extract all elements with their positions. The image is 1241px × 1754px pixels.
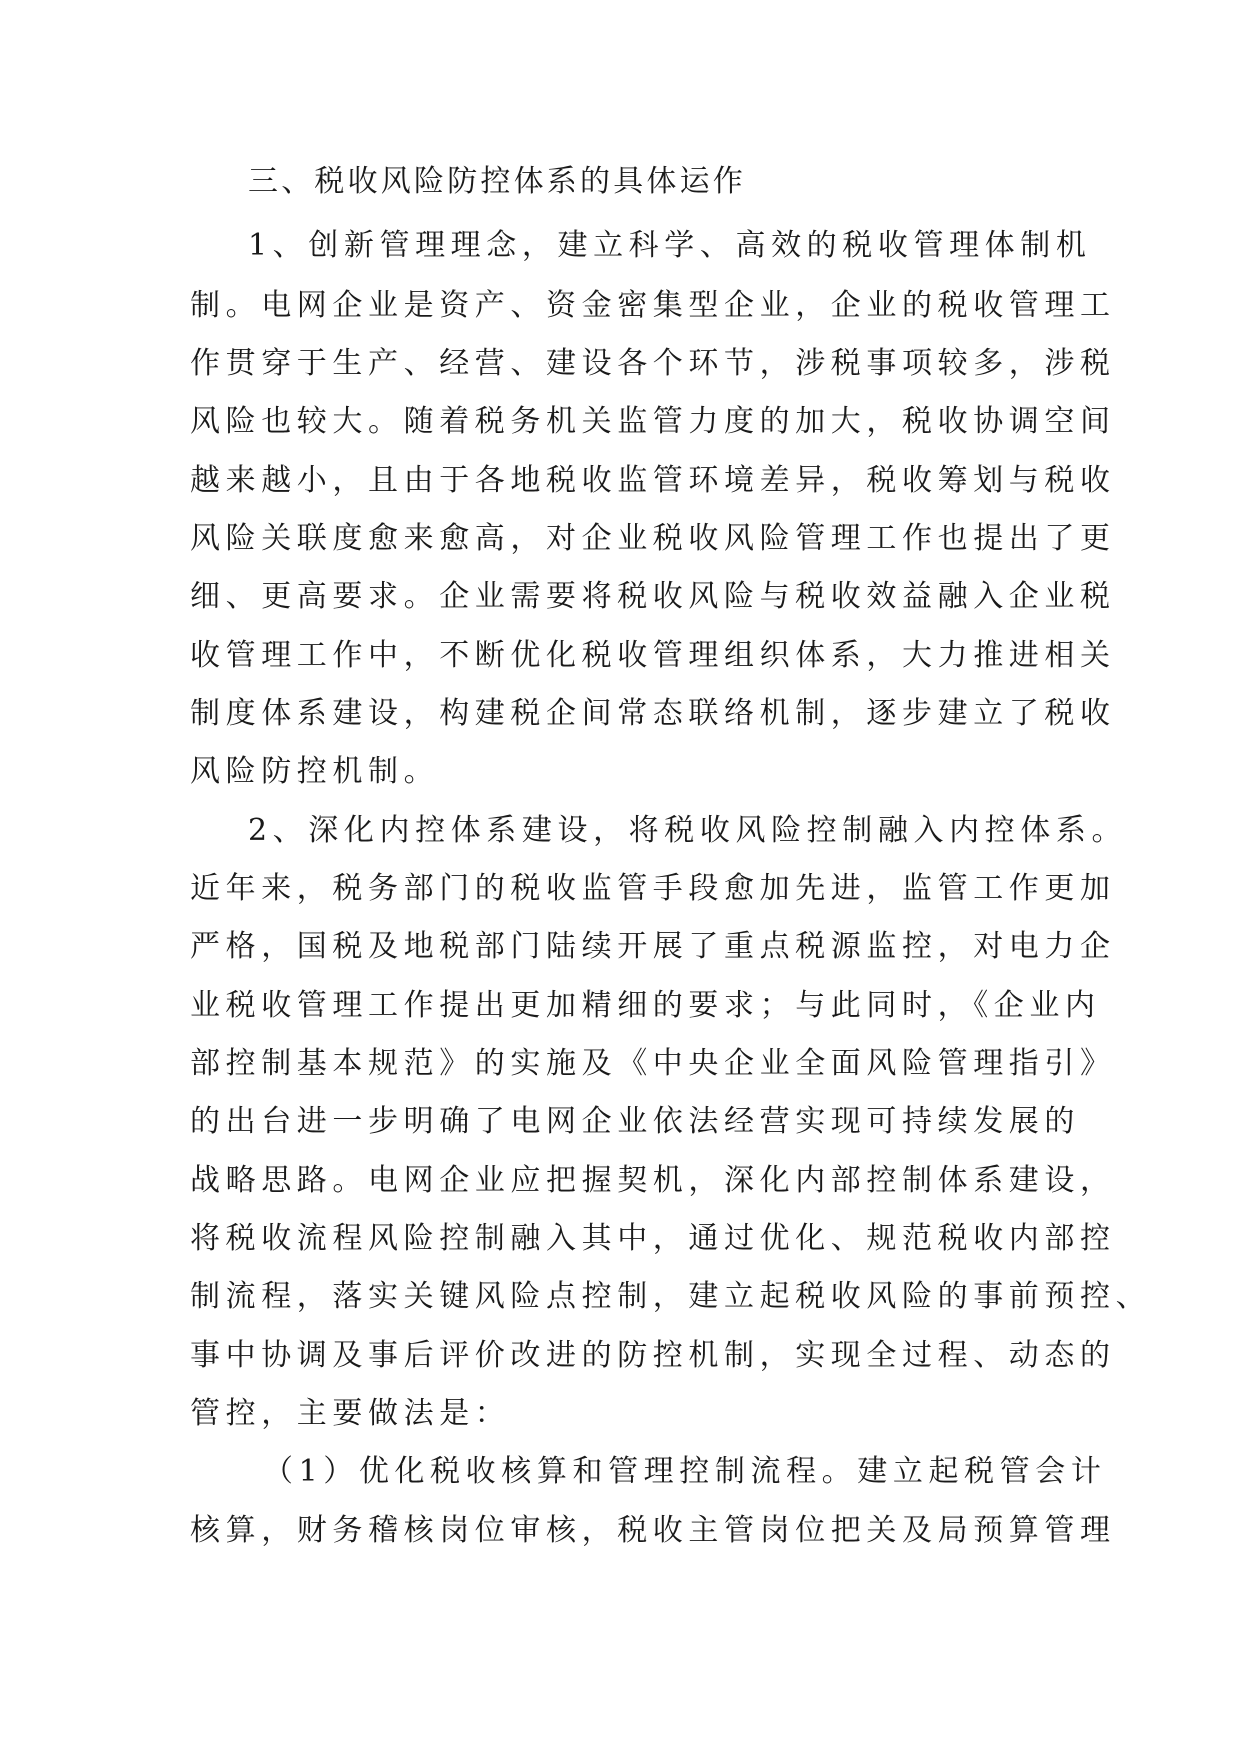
paragraph-1-line: 风险也较大。随着税务机关监管力度的加大，税收协调空间 [190, 404, 1116, 439]
paragraph-2-line: 部控制基本规范》的实施及《中央企业全面风险管理指引》 [190, 1046, 1116, 1081]
paragraph-2-line: 严格，国税及地税部门陆续开展了重点税源监控，对电力企 [190, 929, 1116, 964]
paragraph-2-line: 事中协调及事后评价改进的防控机制，实现全过程、动态的 [190, 1338, 1116, 1373]
paragraph-2-line: 管控，主要做法是： [190, 1396, 511, 1431]
paragraph-2-line: 将税收流程风险控制融入其中，通过优化、规范税收内部控 [190, 1221, 1116, 1256]
paragraph-1-line: 制。电网企业是资产、资金密集型企业，企业的税收管理工 [190, 288, 1116, 323]
paragraph-1-line: 作贯穿于生产、经营、建设各个环节，涉税事项较多，涉税 [190, 346, 1116, 381]
paragraph-1-line: 1、创新管理理念，建立科学、高效的税收管理体制机 [248, 228, 1092, 263]
paragraph-2-line: 战略思路。电网企业应把握契机，深化内部控制体系建设， [190, 1163, 1116, 1198]
paragraph-2-line: 近年来，税务部门的税收监管手段愈加先进，监管工作更加 [190, 871, 1116, 906]
paragraph-1-line: 制度体系建设，构建税企间常态联络机制，逐步建立了税收 [190, 696, 1116, 731]
paragraph-3-line: 核算，财务稽核岗位审核，税收主管岗位把关及局预算管理 [190, 1513, 1116, 1548]
paragraph-3-line: （1）优化税收核算和管理控制流程。建立起税管会计 [263, 1454, 1107, 1489]
section-heading: 三、税收风险防控体系的具体运作 [248, 164, 746, 199]
paragraph-2-line: 的出台进一步明确了电网企业依法经营实现可持续发展的 [190, 1104, 1080, 1139]
paragraph-2-line: 业税收管理工作提出更加精细的要求；与此同时，《企业内 [190, 988, 1101, 1023]
paragraph-1-line: 风险防控机制。 [190, 754, 440, 789]
paragraph-1-line: 细、更高要求。企业需要将税收风险与税收效益融入企业税 [190, 579, 1116, 614]
paragraph-1-line: 收管理工作中，不断优化税收管理组织体系，大力推进相关 [190, 638, 1116, 673]
paragraph-2-line: 制流程，落实关键风险点控制，建立起税收风险的事前预控、 [190, 1279, 1152, 1314]
paragraph-1-line: 风险关联度愈来愈高，对企业税收风险管理工作也提出了更 [190, 521, 1116, 556]
paragraph-2-line: 2、深化内控体系建设，将税收风险控制融入内控体系。 [248, 813, 1128, 848]
paragraph-1-line: 越来越小，且由于各地税收监管环境差异，税收筹划与税收 [190, 463, 1116, 498]
